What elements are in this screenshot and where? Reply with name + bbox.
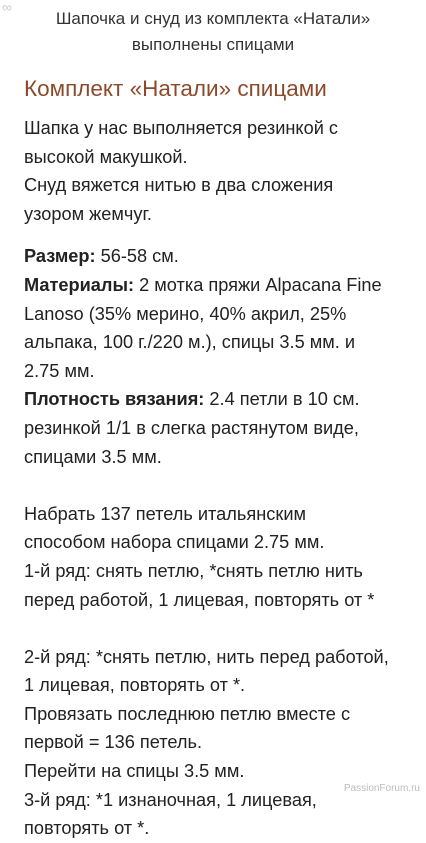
specs-block — [24, 242, 408, 471]
image-caption — [20, 6, 406, 58]
instruction-line: способом набора спицами 2.75 мм. — [24, 532, 325, 553]
size-value: 56-58 см. — [95, 246, 179, 267]
caption-line-2: выполнены спицами — [131, 35, 295, 54]
instruction-line: 1 лицевая, повторять от *. — [24, 675, 246, 696]
density-value: 2.4 петли в 10 см. — [204, 389, 360, 410]
materials-label: Материалы: — [24, 274, 135, 295]
size-label: Размер: — [24, 246, 96, 267]
instruction-line: Перейти на спицы 3.5 мм. — [24, 761, 245, 782]
instructions-paragraph-2 — [24, 643, 408, 843]
materials-line: альпака, 100 г./220 м.), спицы 3.5 мм. и — [24, 332, 356, 353]
density-label: Плотность вязания: — [24, 389, 205, 410]
instructions-paragraph-1 — [24, 500, 408, 614]
instruction-line: 1-й ряд: снять петлю, *снять петлю нить — [24, 560, 363, 581]
article-title: Комплект «Натали» спицами — [24, 76, 327, 101]
materials-line — [24, 271, 408, 300]
intro-line: высокой макушкой. — [24, 146, 188, 167]
size-line — [24, 242, 408, 271]
link-icon: ∞ — [2, 0, 12, 15]
intro-line: Шапка у нас выполняется резинкой с — [24, 118, 339, 138]
caption-line-1: Шапочка и снуд из комплекта «Натали» — [55, 9, 371, 28]
article-body — [24, 74, 408, 843]
instruction-line: Провязать последнюю петлю вместе с — [24, 703, 351, 724]
density-line: резинкой 1/1 в слегка растянутом виде, — [24, 417, 359, 438]
instruction-line: 2-й ряд: *снять петлю, нить перед работой, — [24, 646, 389, 667]
instruction-line: повторять от *. — [24, 818, 150, 839]
instruction-line: 3-й ряд: *1 изнаночная, 1 лицевая, — [24, 789, 317, 810]
site-watermark: PassionForum.ru — [343, 783, 420, 794]
materials-line: Lanoso (35% мерино, 40% акрил, 25% — [24, 303, 347, 324]
materials-line: 2.75 мм. — [24, 360, 95, 381]
density-line: спицами 3.5 мм. — [24, 446, 162, 467]
instruction-line: перед работой, 1 лицевая, повторять от * — [24, 589, 375, 610]
instruction-line: первой = 136 петель. — [24, 732, 203, 753]
materials-value: 2 мотка пряжи Alpacana Fine — [134, 274, 382, 295]
intro-paragraph — [24, 114, 408, 228]
density-line — [24, 385, 408, 414]
instruction-line: Набрать 137 петель итальянским — [24, 503, 306, 524]
intro-line: узором жемчуг. — [24, 203, 152, 224]
intro-line: Снуд вяжется нитью в два сложения — [24, 175, 334, 196]
